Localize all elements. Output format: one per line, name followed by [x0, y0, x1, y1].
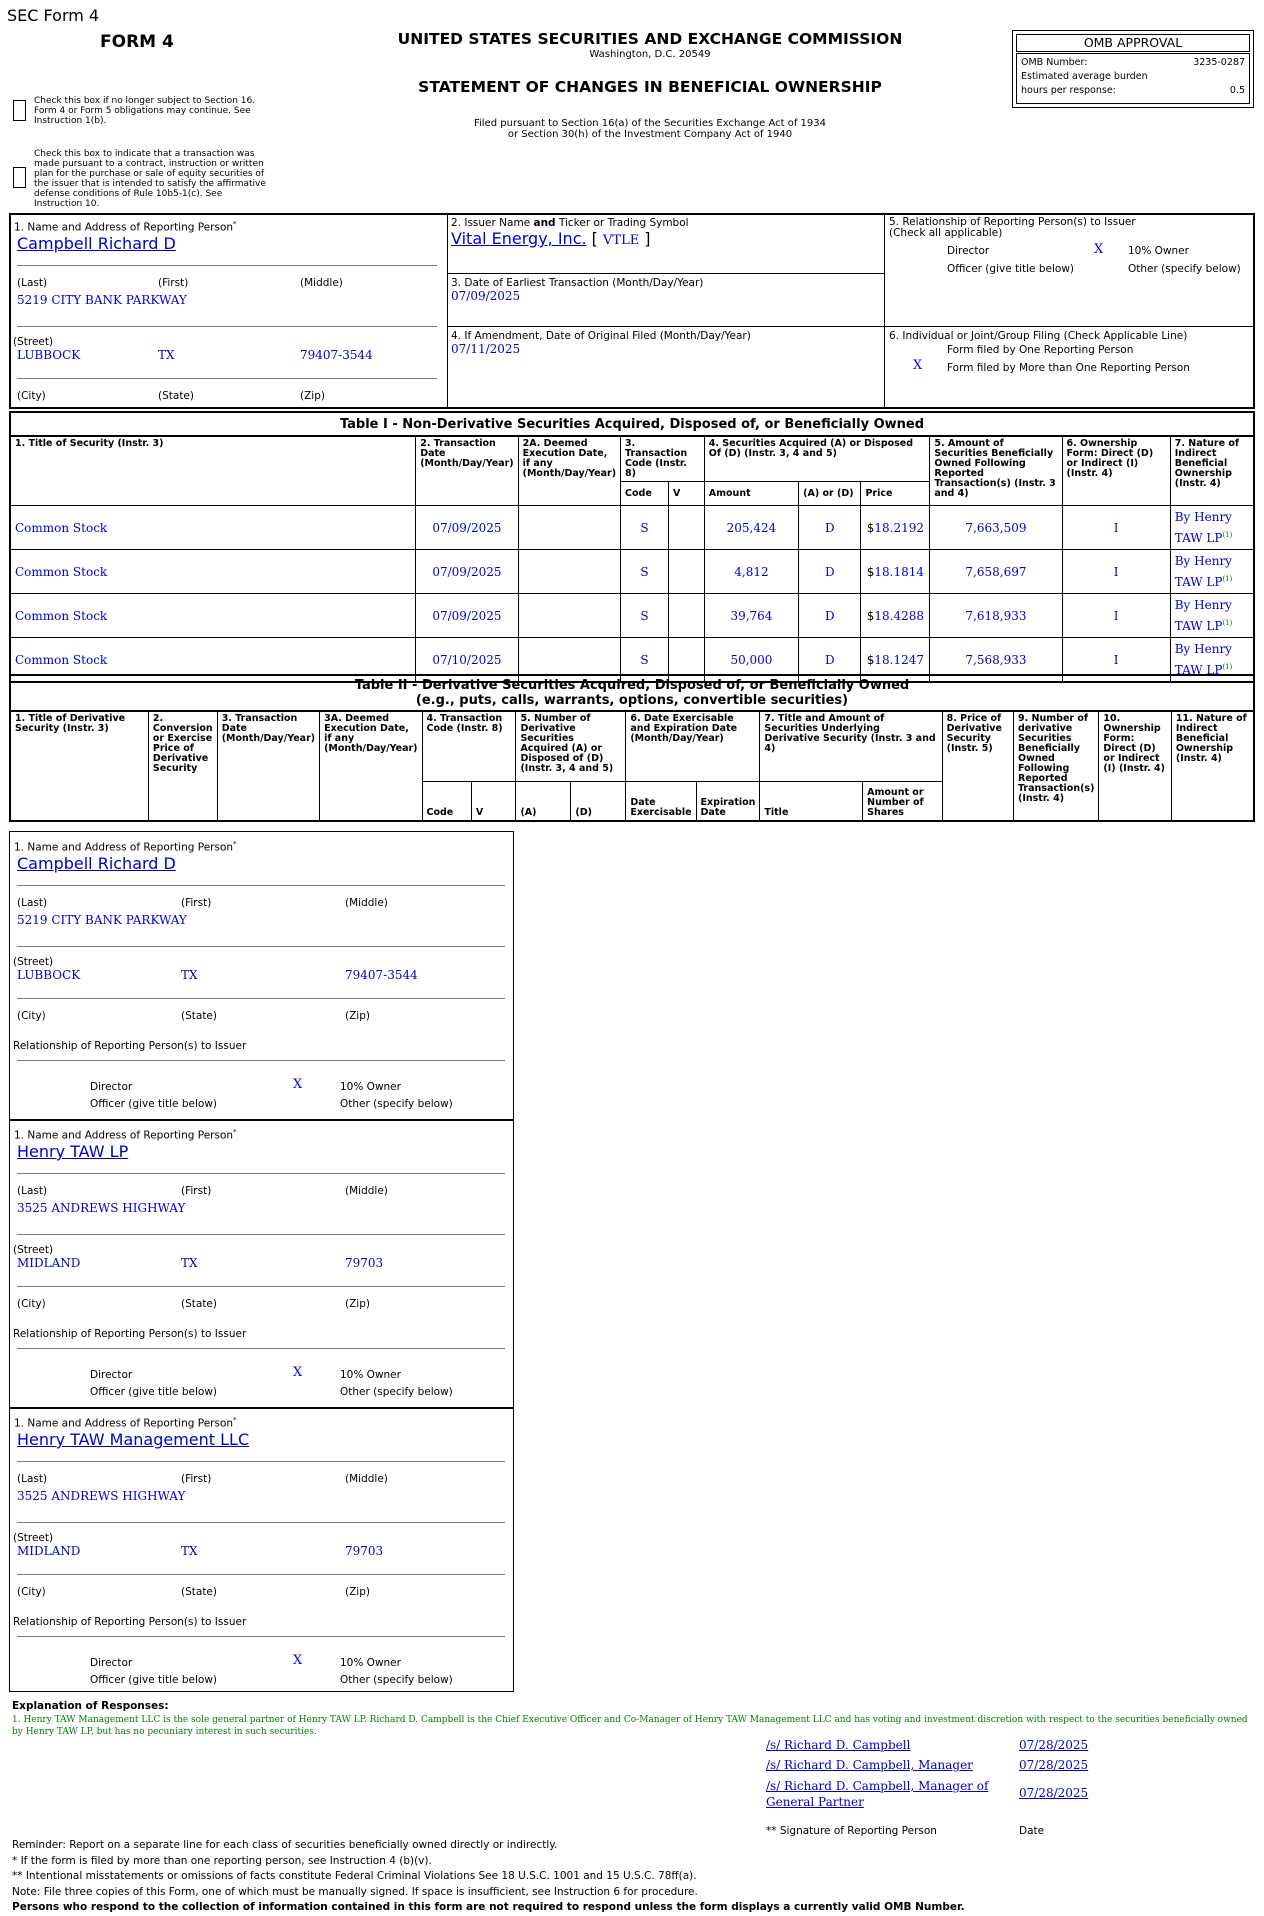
person-label: 1. Name and Address of Reporting Person*: [14, 1416, 237, 1430]
price-cell: [861, 550, 930, 594]
currency-symbol: $: [866, 564, 875, 579]
col-d-transaction-date: 3. Transaction Date (Month/Day/Year): [217, 711, 319, 821]
col-deemed-date: 2A. Deemed Execution Date, if any (Month/Day/Year): [518, 436, 620, 506]
city-label: (City): [17, 1010, 46, 1022]
divider: [884, 214, 885, 408]
filed-line-1: Filed pursuant to Section 16(a) of the Securities Exchange Act of 1934: [474, 118, 826, 129]
box4-label: 4. If Amendment, Date of Original Filed (Month/Day/Year): [451, 330, 751, 342]
price-value: 18.1247: [874, 652, 925, 667]
director-label: Director: [90, 1369, 133, 1381]
director-label: Director: [90, 1657, 133, 1669]
acquired-disposed-cell: D: [799, 594, 861, 638]
col-d-deemed-date: 3A. Deemed Execution Date, if any (Month/Day/Year): [320, 711, 422, 821]
box5-label-1: 5. Relationship of Reporting Person(s) to Issuer: [889, 216, 1136, 228]
amount-owned-cell: 7,658,697: [930, 550, 1062, 594]
omb-burden-label: Estimated average burden: [1021, 71, 1148, 82]
agency-location: Washington, D.C. 20549: [589, 49, 711, 60]
divider: [448, 326, 1255, 327]
omb-hours: 0.5: [1229, 85, 1245, 96]
person-label: 1. Name and Address of Reporting Person*: [14, 840, 237, 854]
person-label: 1. Name and Address of Reporting Person*: [14, 1128, 237, 1142]
footer-reminder: Reminder: Report on a separate line for each class of securities beneficially owned directly or indirectly.: [12, 1839, 558, 1851]
footer-note: Note: File three copies of this Form, one of which must be manually signed. If space is insufficient, see Instruction 6 for procedure.: [12, 1885, 698, 1898]
first-label: (First): [181, 1473, 212, 1485]
col-securities-acquired: 4. Securities Acquired (A) or Disposed Of (D) (Instr. 3, 4 and 5): [704, 436, 930, 482]
transaction-code-cell: S: [621, 550, 669, 594]
agency-name: UNITED STATES SECURITIES AND EXCHANGE COMMISSION: [397, 30, 903, 48]
other-label: Other (specify below): [340, 1386, 453, 1398]
ownership-form-cell: I: [1062, 550, 1170, 594]
ownership-form-cell: I: [1062, 638, 1170, 683]
divider: [17, 1522, 505, 1523]
ten-pct-owner-mark: X: [293, 1653, 303, 1668]
table-1: [9, 411, 1255, 683]
col-v: V: [668, 482, 704, 506]
signature-date[interactable]: 07/28/2025: [1019, 1738, 1089, 1752]
one-person-label: Form filed by One Reporting Person: [947, 344, 1134, 356]
box3-label: 3. Date of Earliest Transaction (Month/Day/Year): [451, 277, 704, 289]
ten-pct-owner-mark: X: [1094, 242, 1104, 257]
omb-box: [1012, 30, 1254, 108]
state-value: TX: [158, 348, 175, 362]
box2-label-b: and: [533, 217, 556, 229]
zip-label: (Zip): [300, 390, 325, 402]
col-code: Code: [621, 482, 669, 506]
city-value: MIDLAND: [17, 1256, 81, 1270]
divider: [17, 1286, 505, 1287]
last-label: (Last): [17, 1185, 48, 1197]
reporting-person-box: [9, 1119, 514, 1409]
signature-link[interactable]: /s/ Richard D. Campbell, Manager: [766, 1758, 973, 1772]
deemed-date-cell: [518, 594, 620, 638]
issuer-link[interactable]: Vital Energy, Inc.: [451, 229, 587, 248]
col-d-title: Title: [760, 781, 863, 821]
last-label: (Last): [17, 277, 48, 289]
zip-value: 79703: [345, 1256, 384, 1270]
footer: [12, 1838, 965, 1916]
section16-checkbox[interactable]: [13, 100, 26, 121]
ten-pct-owner-mark: X: [293, 1077, 303, 1092]
reporting-person-link[interactable]: Campbell Richard D: [17, 234, 176, 253]
table-2-title: [10, 675, 1254, 711]
box2-label: [451, 217, 689, 229]
middle-label: (Middle): [300, 277, 343, 289]
city-value: MIDLAND: [17, 1544, 81, 1558]
col-d-exercisable: 6. Date Exercisable and Expiration Date (Month/Day/Year): [626, 711, 760, 781]
nature-line-1: By Henry: [1174, 510, 1232, 524]
footnote-1: 1. Henry TAW Management LLC is the sole general partner of Henry TAW LP. Richard D. Campbell is the Chief Executive Officer and Co-Manager of Henry TAW Management LLC and has voting and investment discretion with respect to the securities beneficially owned by Henry TAW LP, but has no pecuniary interest in such securities.: [12, 1715, 1248, 1737]
col-derivative-title: 1. Title of Derivative Security (Instr. 3): [10, 711, 148, 821]
security-title-cell: Common Stock: [10, 506, 416, 550]
officer-label: Officer (give title below): [90, 1674, 218, 1686]
more-person-mark: X: [913, 358, 923, 373]
v-flag-cell: [668, 550, 704, 594]
divider: [17, 265, 437, 266]
other-label: Other (specify below): [1128, 263, 1241, 275]
security-title-cell: Common Stock: [10, 594, 416, 638]
person-label-text: 1. Name and Address of Reporting Person: [14, 841, 234, 854]
statement-title: STATEMENT OF CHANGES IN BENEFICIAL OWNERSHIP: [418, 78, 882, 96]
middle-label: (Middle): [345, 897, 388, 909]
rule10b5-line-2: made pursuant to a contract, instruction or written: [34, 159, 264, 169]
col-ownership-form: 6. Ownership Form: Direct (D) or Indirect (I) (Instr. 4): [1062, 436, 1170, 506]
col-d-price: 8. Price of Derivative Security (Instr. 5): [942, 711, 1013, 821]
omb-details: [1016, 53, 1250, 104]
city-label: (City): [17, 390, 46, 402]
state-value: TX: [181, 1544, 198, 1558]
person-name-link[interactable]: Henry TAW Management LLC: [17, 1430, 250, 1449]
rule10b5-line-4: the issuer that is intended to satisfy the affirmative: [34, 179, 266, 189]
currency-symbol: $: [866, 608, 875, 623]
first-label: (First): [181, 1185, 212, 1197]
ten-pct-owner-mark: X: [293, 1365, 303, 1380]
transaction-code-cell: S: [621, 594, 669, 638]
amount-owned-cell: 7,618,933: [930, 594, 1062, 638]
amount-cell: 4,812: [704, 550, 798, 594]
omb-number: 3235-0287: [1193, 57, 1245, 68]
section16-line-2: Form 4 or Form 5 obligations may continue. See: [34, 106, 251, 116]
rule10b5-line-1: Check this box to indicate that a transaction was: [34, 149, 255, 159]
box5-label: [889, 217, 1136, 239]
amendment-date: 07/11/2025: [451, 342, 521, 356]
box5-label-2: (Check all applicable): [889, 227, 1003, 239]
price-value: 18.2192: [874, 520, 925, 535]
person-label-text: 1. Name and Address of Reporting Person: [14, 1129, 234, 1142]
state-label: (State): [181, 1298, 217, 1310]
col-price: Price: [861, 482, 930, 506]
col-d-form: 10. Ownership Form: Direct (D) or Indirect (I) (Instr. 4): [1099, 711, 1171, 821]
director-label: Director: [947, 245, 990, 257]
signature-date[interactable]: 07/28/2025: [1019, 1758, 1089, 1772]
divider: [17, 326, 437, 327]
city-label: (City): [17, 1586, 46, 1598]
section16-line-1: Check this box if no longer subject to Section 16.: [34, 96, 256, 106]
agency-header: [340, 30, 960, 140]
last-label: (Last): [17, 897, 48, 909]
reporting-person-box: [9, 831, 514, 1121]
transaction-date-cell: 07/09/2025: [416, 594, 518, 638]
divider: [17, 1461, 505, 1462]
table-2-title-2: (e.g., puts, calls, warrants, options, convertible securities): [415, 693, 849, 708]
footnote-ref: (1): [1222, 531, 1233, 539]
col-d-owned: 9. Number of derivative Securities Beneficially Owned Following Reported Transaction(s) (Instr. 4): [1014, 711, 1099, 821]
nature-line-1: By Henry: [1174, 554, 1232, 568]
table-2: [9, 674, 1255, 822]
divider: [17, 1173, 505, 1174]
state-label: (State): [181, 1586, 217, 1598]
zip-value: 79703: [345, 1544, 384, 1558]
ten-pct-owner-label: 10% Owner: [1128, 245, 1189, 257]
table-row: [10, 594, 1254, 638]
bracket-close: ]: [644, 229, 651, 248]
col-amount-owned: 5. Amount of Securities Beneficially Owned Following Reported Transaction(s) (Instr. 3 and 4): [930, 436, 1062, 506]
divider: [17, 885, 505, 886]
omb-hours-label: hours per response:: [1021, 85, 1116, 96]
middle-label: (Middle): [345, 1185, 388, 1197]
divider: [17, 1060, 505, 1061]
footnote-ref: (1): [1222, 619, 1233, 627]
zip-value: 79407-3544: [300, 348, 373, 362]
divider: [17, 946, 505, 947]
amount-cell: 50,000: [704, 638, 798, 683]
divider: [17, 1234, 505, 1235]
officer-label: Officer (give title below): [947, 263, 1075, 275]
zip-label: (Zip): [345, 1586, 370, 1598]
col-d-d: (D): [571, 781, 626, 821]
col-d-v: V: [471, 781, 516, 821]
col-d-amount: Amount or Number of Shares: [863, 781, 942, 821]
transaction-code-cell: S: [621, 506, 669, 550]
footer-multiple: * If the form is filed by more than one reporting person, see Instruction 4 (b)(v).: [12, 1854, 432, 1867]
nature-line-2: TAW LP: [1174, 575, 1223, 589]
transaction-date-cell: 07/09/2025: [416, 550, 518, 594]
director-label: Director: [90, 1081, 133, 1093]
acquired-disposed-cell: D: [799, 638, 861, 683]
nature-line-1: By Henry: [1174, 642, 1232, 656]
col-d-code: Code: [422, 781, 471, 821]
col-d-nature: 11. Nature of Indirect Beneficial Ownership (Instr. 4): [1171, 711, 1254, 821]
earliest-transaction-date: 07/09/2025: [451, 289, 521, 303]
filed-line-2: or Section 30(h) of the Investment Company Act of 1940: [507, 129, 793, 140]
nature-cell: [1170, 550, 1254, 594]
footer-omb-notice: Persons who respond to the collection of information contained in this form are not required to respond unless the form displays a currently valid OMB Number.: [12, 1901, 965, 1913]
nature-line-1: By Henry: [1174, 598, 1232, 612]
col-transaction-date: 2. Transaction Date (Month/Day/Year): [416, 436, 518, 506]
relationship-label: Relationship of Reporting Person(s) to Issuer: [13, 1616, 247, 1628]
security-title-cell: Common Stock: [10, 638, 416, 683]
ownership-form-cell: I: [1062, 594, 1170, 638]
ownership-form-cell: I: [1062, 506, 1170, 550]
person-name-link[interactable]: Henry TAW LP: [17, 1142, 129, 1161]
city-value: LUBBOCK: [17, 968, 81, 982]
state-value: TX: [181, 1256, 198, 1270]
col-a-or-d: (A) or (D): [799, 482, 861, 506]
currency-symbol: $: [866, 520, 875, 535]
state-label: (State): [158, 390, 194, 402]
col-nature: 7. Nature of Indirect Beneficial Ownership (Instr. 4): [1170, 436, 1254, 506]
ticker-symbol: VTLE: [603, 233, 640, 248]
officer-label: Officer (give title below): [90, 1098, 218, 1110]
col-d-date-exercisable: Date Exercisable: [626, 781, 696, 821]
ten-pct-owner-label: 10% Owner: [340, 1369, 401, 1381]
col-d-number: 5. Number of Derivative Securities Acquired (A) or Disposed of (D) (Instr. 3, 4 and 5): [516, 711, 626, 781]
nature-line-2: TAW LP: [1174, 531, 1223, 545]
street-value: 3525 ANDREWS HIGHWAY: [17, 1201, 186, 1215]
relationship-label: Relationship of Reporting Person(s) to Issuer: [13, 1040, 247, 1052]
form-title: FORM 4: [100, 32, 174, 52]
street-label: (Street): [13, 1244, 54, 1256]
state-label: (State): [181, 1010, 217, 1022]
person-name-link[interactable]: Campbell Richard D: [17, 854, 176, 873]
footnote-ref: (1): [1222, 663, 1233, 671]
street-label: (Street): [13, 1532, 54, 1544]
rule10b5-line-3: plan for the purchase or sale of equity securities of: [34, 169, 265, 179]
col-d-transaction-code: 4. Transaction Code (Instr. 8): [422, 711, 516, 781]
table-row: [10, 506, 1254, 550]
price-value: 18.4288: [874, 608, 925, 623]
city-label: (City): [17, 1298, 46, 1310]
deemed-date-cell: [518, 550, 620, 594]
officer-label: Officer (give title below): [90, 1386, 218, 1398]
acquired-disposed-cell: D: [799, 550, 861, 594]
col-conversion-price: 2. Conversion or Exercise Price of Derivative Security: [148, 711, 217, 821]
section16-line-3: Instruction 1(b).: [34, 116, 107, 126]
omb-title: OMB APPROVAL: [1016, 34, 1250, 52]
footnote-ref: (1): [1222, 575, 1233, 583]
rule10b5-checkbox[interactable]: [13, 167, 26, 188]
street-value: 5219 CITY BANK PARKWAY: [17, 913, 187, 927]
street-value: 5219 CITY BANK PARKWAY: [17, 293, 187, 307]
divider: [17, 998, 505, 999]
amount-cell: 39,764: [704, 594, 798, 638]
signature-link[interactable]: /s/ Richard D. Campbell: [766, 1738, 911, 1752]
price-value: 18.1814: [874, 564, 925, 579]
issuer-line: [451, 229, 651, 248]
section16-text: [34, 96, 255, 126]
table-1-title: Table I - Non-Derivative Securities Acquired, Disposed of, or Beneficially Owned: [10, 412, 1254, 436]
other-label: Other (specify below): [340, 1098, 453, 1110]
box6-label: 6. Individual or Joint/Group Filing (Check Applicable Line): [889, 330, 1188, 342]
box1-label-text: 1. Name and Address of Reporting Person: [14, 221, 234, 234]
col-d-underlying: 7. Title and Amount of Securities Underlying Derivative Security (Instr. 3 and 4): [760, 711, 942, 781]
col-title-security: 1. Title of Security (Instr. 3): [10, 436, 416, 506]
footer-misstatements: ** Intentional misstatements or omissions of facts constitute Federal Criminal Violations See 18 U.S.C. 1001 and 15 U.S.C. 78ff(a).: [12, 1870, 697, 1882]
zip-value: 79407-3544: [345, 968, 418, 982]
person-label-text: 1. Name and Address of Reporting Person: [14, 1417, 234, 1430]
deemed-date-cell: [518, 506, 620, 550]
state-value: TX: [181, 968, 198, 982]
last-label: (Last): [17, 1473, 48, 1485]
amount-cell: 205,424: [704, 506, 798, 550]
street-value: 3525 ANDREWS HIGHWAY: [17, 1489, 186, 1503]
divider: [448, 273, 884, 274]
price-cell: [861, 506, 930, 550]
street-label: (Street): [13, 956, 54, 968]
divider: [17, 1574, 505, 1575]
ten-pct-owner-label: 10% Owner: [340, 1081, 401, 1093]
col-amount: Amount: [704, 482, 798, 506]
box2-label-a: 2. Issuer Name: [451, 217, 534, 229]
street-label: (Street): [13, 336, 54, 348]
other-label: Other (specify below): [340, 1674, 453, 1686]
zip-label: (Zip): [345, 1010, 370, 1022]
col-d-expiration: Expiration Date: [696, 781, 760, 821]
v-flag-cell: [668, 594, 704, 638]
transaction-date-cell: 07/09/2025: [416, 506, 518, 550]
ten-pct-owner-label: 10% Owner: [340, 1657, 401, 1669]
transaction-code-cell: S: [621, 638, 669, 683]
box1-label: 1. Name and Address of Reporting Person*: [14, 220, 237, 234]
first-label: (First): [181, 897, 212, 909]
bracket-open: [: [591, 229, 598, 248]
nature-cell: [1170, 594, 1254, 638]
amount-owned-cell: 7,568,933: [930, 638, 1062, 683]
divider: [17, 1636, 505, 1637]
signature-link[interactable]: /s/ Richard D. Campbell, Manager of General Partner: [766, 1779, 989, 1809]
divider: [447, 214, 448, 408]
v-flag-cell: [668, 506, 704, 550]
divider: [17, 1348, 505, 1349]
reporting-person-box: [9, 1407, 514, 1692]
page-label: SEC Form 4: [7, 6, 100, 25]
price-cell: [861, 594, 930, 638]
middle-label: (Middle): [345, 1473, 388, 1485]
col-d-a: (A): [516, 781, 571, 821]
omb-number-label: OMB Number:: [1021, 57, 1088, 68]
currency-symbol: $: [866, 652, 875, 667]
divider: [17, 378, 437, 379]
relationship-label: Relationship of Reporting Person(s) to Issuer: [13, 1328, 247, 1340]
nature-line-2: TAW LP: [1174, 663, 1223, 677]
nature-line-2: TAW LP: [1174, 619, 1223, 633]
table-row: [10, 550, 1254, 594]
box2-label-c: Ticker or Trading Symbol: [555, 217, 689, 229]
zip-label: (Zip): [345, 1298, 370, 1310]
security-title-cell: Common Stock: [10, 550, 416, 594]
table-2-title-1: Table II - Derivative Securities Acquired, Disposed of, or Beneficially Owned: [354, 678, 910, 693]
nature-cell: [1170, 506, 1254, 550]
transaction-date-cell: 07/10/2025: [416, 638, 518, 683]
date-label: Date: [1019, 1825, 1045, 1837]
rule10b5-text: [34, 149, 266, 209]
col-transaction-code: 3. Transaction Code (Instr. 8): [621, 436, 705, 482]
rule10b5-line-5: defense conditions of Rule 10b5-1(c). See: [34, 189, 223, 199]
explanation-title: Explanation of Responses:: [12, 1700, 169, 1712]
city-value: LUBBOCK: [17, 348, 81, 362]
more-person-label: Form filed by More than One Reporting Person: [947, 362, 1190, 374]
acquired-disposed-cell: D: [799, 506, 861, 550]
first-label: (First): [158, 277, 189, 289]
signature-label: ** Signature of Reporting Person: [766, 1825, 937, 1837]
signature-date[interactable]: 07/28/2025: [1019, 1786, 1089, 1800]
rule10b5-line-6: Instruction 10.: [34, 199, 100, 209]
amount-owned-cell: 7,663,509: [930, 506, 1062, 550]
